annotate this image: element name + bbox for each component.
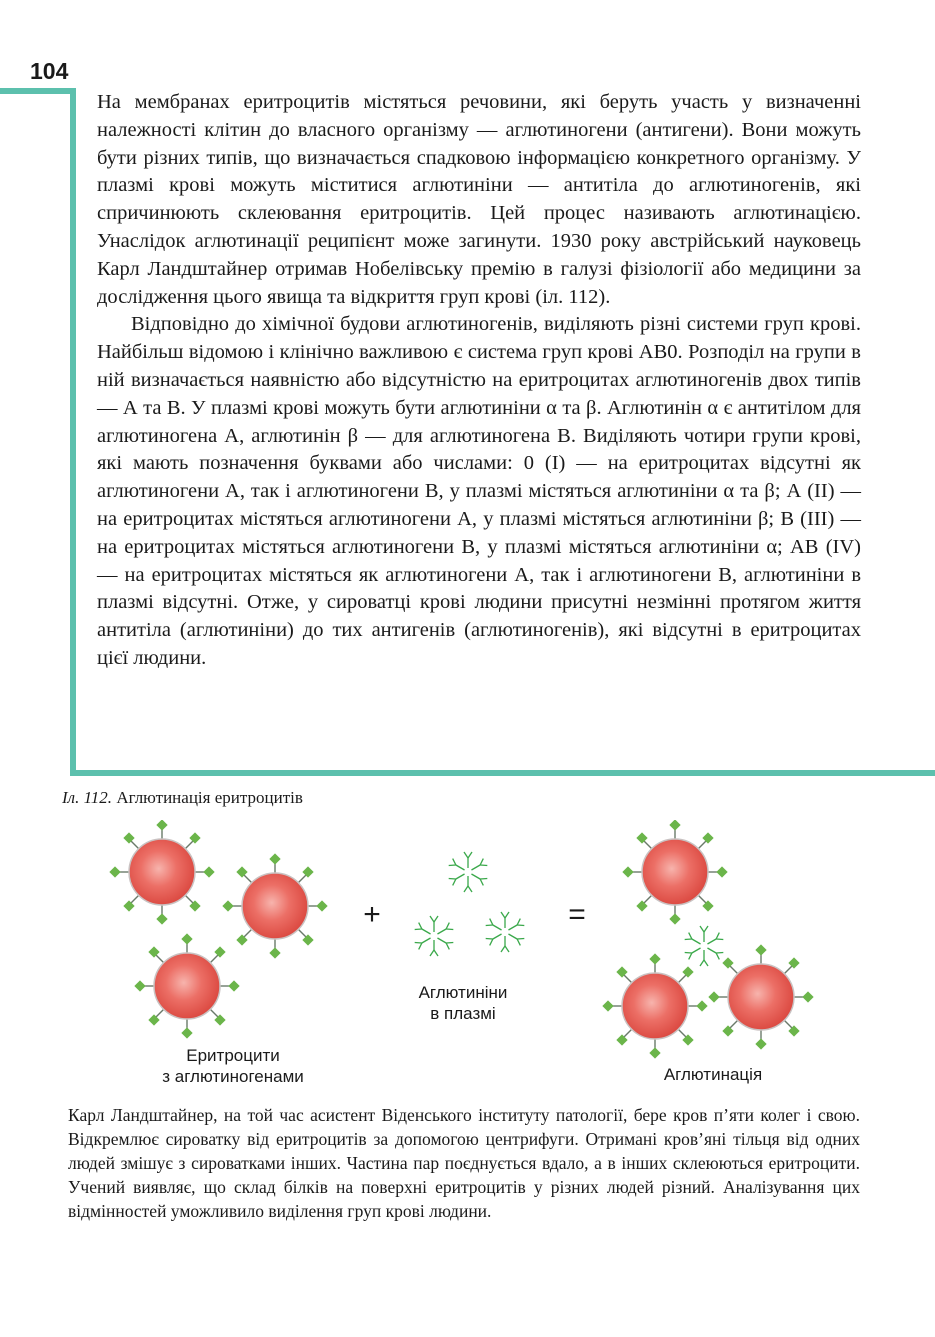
main-paragraph-1: На мембранах еритроцитів містяться речовини, які беруть участь у визначенні належності клітин до власного організму — аглютиногени (антигени). Вони можуть бути різних типів, що визначається спадковою інформацією конкретного організму. У плазмі крові можуть міститися аглютиніни — антитіла до аглютиногенів, які спричинюють склеювання еритроцитів. Цей процес називають аглютинацією. Унаслідок аглютинації реципієнт може загинути. 1930 року австрійський науковець Карл Ландштайнер отримав Нобелівську премію в галузі фізіології або медицини за дослідження цього явища та відкриття груп крові (іл. 112). xyxy=(97,91,861,308)
label-agglutination: Аглютинація xyxy=(663,1065,763,1084)
figure-caption-text: Аглютинація еритроцитів xyxy=(116,788,303,807)
label-erythrocytes-line2: з аглютиногенами xyxy=(162,1067,304,1086)
agglutinin-icon xyxy=(685,926,724,966)
frame-border-left xyxy=(70,88,76,776)
main-paragraph-2: Відповідно до хімічної будови аглютиногенів, виділяють різні системи груп крові. Найбільш відомою і клінічно важливою є система груп крові АВ0. Розподіл на групи в ній визначається наявністю або відсутністю на еритроцитах аглютиногенів двох типів — А та В. У плазмі крові можуть бути аглютиніни α та β. Аглютинін α є антитілом для аглютиногена А, аглютинін β — для аглютиногена В. Виділяють чотири групи крові, які мають позначення буквами або числами: 0 (І) — на еритроцитах відсутні як аглютиногени А, так і аглютиногени В, у плазмі містяться аглютиніни α та β; А (ІІ) — на еритроцитах містяться аглютиногени А, у плазмі містяться аглютиніни β; В (ІІІ) — на еритроцитах містяться аглютиногени В, у плазмі містяться аглютиніни α; АВ (ІV) — на еритроцитах містяться як аглютиногени А, так і аглютиногени В, аглютиніни в плазмі відсутні. Отже, у сироватці крові людини присутні незмінні протягом життя антитіла (аглютиніни) до тих антигенів (аглютиногенів), які відсутні в еритроцитах цієї людини. xyxy=(97,313,861,669)
agglutinin-icon xyxy=(449,852,488,892)
label-erythrocytes xyxy=(138,1045,328,1087)
bottom-text-block xyxy=(68,1103,860,1223)
bottom-paragraph: Карл Ландштайнер, на той час асистент Віденського інституту патології, бере кров п’яти колег і свою. Відкремлює сироватку від еритроцитів за допомогою центрифуги. Отримані кров’яні тільця від одних людей змішує з сироватками інших. Частина пар поєднується вдало, а в інших склеюються еритроцити. Учений виявляє, що склад білків на поверхні еритроцитів у різних людей різний. Аналізування цих відмінностей уможливило виділення груп крові людини. xyxy=(68,1105,860,1221)
label-agglutinins xyxy=(398,982,528,1024)
main-text-block xyxy=(97,89,861,673)
figure-caption-number: Іл. 112. xyxy=(62,788,113,807)
erythrocyte-cell xyxy=(134,933,239,1038)
agglutinin-icon xyxy=(415,916,454,956)
agglutinated-cell xyxy=(708,944,813,1049)
label-agglutinins-line2: в плазмі xyxy=(430,1004,496,1023)
frame-border-bottom xyxy=(70,770,935,776)
label-agglutinins-line1: Аглютиніни xyxy=(418,983,508,1002)
erythrocyte-cell xyxy=(109,820,214,925)
equals-sign: = xyxy=(568,898,586,931)
label-erythrocytes-line1: Еритроцити xyxy=(186,1046,280,1065)
agglutinated-cell xyxy=(622,820,727,925)
agglutinated-cell xyxy=(602,953,707,1058)
agglutinin-icon xyxy=(486,912,525,952)
erythrocyte-cell xyxy=(222,853,327,958)
plus-sign: + xyxy=(363,898,381,931)
page-number: 104 xyxy=(30,58,69,84)
figure-caption xyxy=(62,788,303,808)
frame-border-top xyxy=(0,88,76,94)
